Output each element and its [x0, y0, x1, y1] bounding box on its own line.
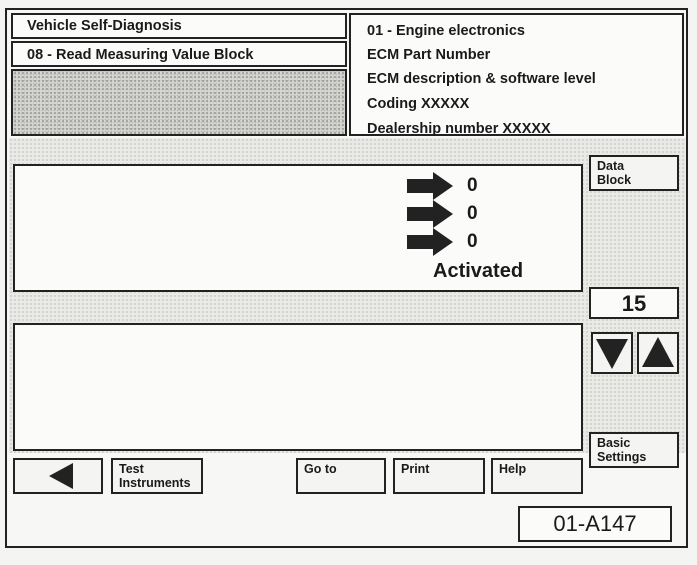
dealership-number: Dealership number XXXXX	[367, 121, 551, 137]
text-output-area	[13, 323, 583, 451]
left-triangle-icon	[15, 460, 101, 492]
value-row-1	[407, 172, 478, 200]
right-arrow-icon	[407, 228, 453, 256]
group-number-display	[589, 287, 679, 319]
app-title: Vehicle Self-Diagnosis	[27, 18, 182, 34]
value-row-2	[407, 200, 478, 228]
part-number: ECM Part Number	[367, 47, 491, 63]
title-box	[11, 13, 347, 39]
measured-value-1: 0	[467, 175, 478, 196]
diagnosis-screen	[5, 8, 688, 548]
coding: Coding XXXXX	[367, 96, 470, 112]
module-address: 01 - Engine electronics	[367, 23, 525, 39]
module-description: ECM description & software level	[367, 71, 596, 87]
measured-value-2: 0	[467, 203, 478, 224]
help-button[interactable]: Help	[491, 458, 583, 494]
basic-settings-button[interactable]: Basic Settings	[589, 432, 679, 468]
measured-value-3: 0	[467, 231, 478, 252]
down-triangle-icon	[593, 334, 631, 372]
function-title: 08 - Read Measuring Value Block	[27, 47, 254, 63]
scroll-down-button[interactable]	[591, 332, 633, 374]
value-row-3	[407, 228, 478, 256]
up-triangle-icon	[639, 334, 677, 372]
control-module-info	[349, 13, 684, 136]
status-text: Activated	[433, 260, 524, 282]
figure-label: 01-A147	[518, 506, 672, 542]
right-arrow-icon	[407, 172, 453, 200]
print-button[interactable]: Print	[393, 458, 485, 494]
function-box	[11, 41, 347, 67]
shaded-panel	[11, 69, 347, 136]
right-arrow-icon	[407, 200, 453, 228]
scroll-up-button[interactable]	[637, 332, 679, 374]
data-block-button[interactable]: Data Block	[589, 155, 679, 191]
test-instruments-button[interactable]: Test Instruments	[111, 458, 203, 494]
go-to-button[interactable]: Go to	[296, 458, 386, 494]
measuring-value-display	[13, 164, 583, 292]
back-button[interactable]	[13, 458, 103, 494]
group-number: 15	[621, 291, 647, 316]
